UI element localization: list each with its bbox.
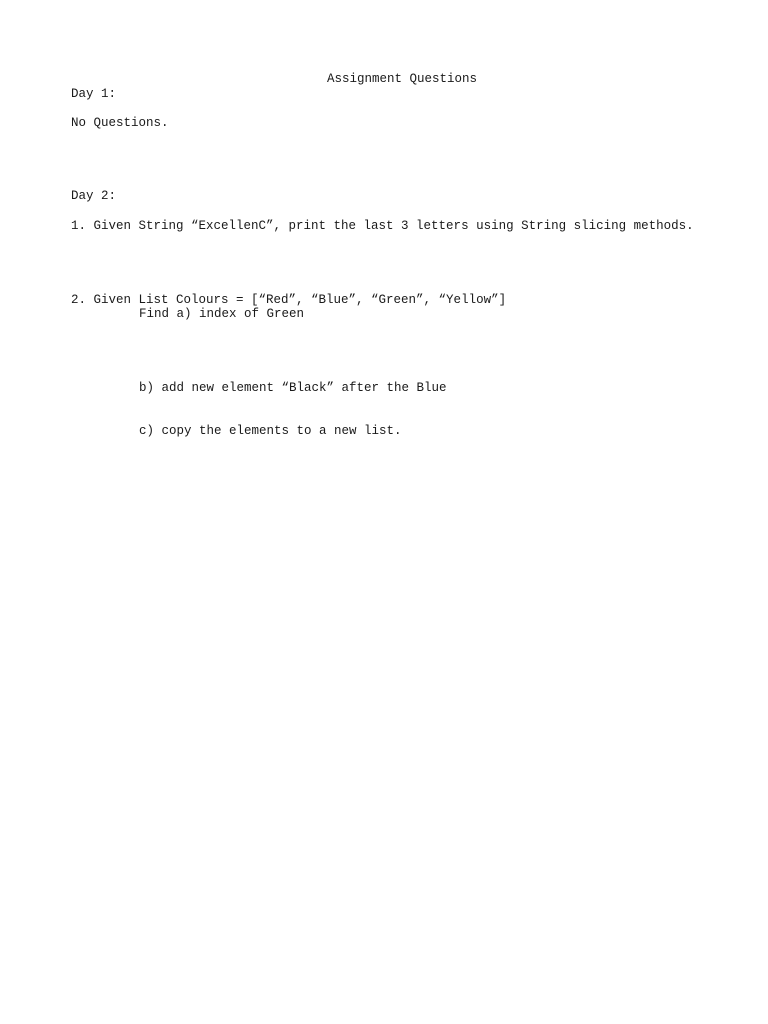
question-2-part-c: c) copy the elements to a new list. (139, 424, 402, 438)
question-1: 1. Given String “ExcellenC”, print the last 3 letters using String slicing methods. (71, 219, 694, 233)
day1-text: No Questions. (71, 116, 169, 130)
question-2-stem: 2. Given List Colours = [“Red”, “Blue”, “Green”, “Yellow”] (71, 293, 507, 307)
question-2-part-b: b) add new element “Black” after the Blue (139, 381, 447, 395)
document-title: Assignment Questions (327, 72, 478, 86)
question-2-part-a: Find a) index of Green (139, 307, 305, 321)
day1-heading: Day 1: (71, 87, 117, 101)
day2-heading: Day 2: (71, 189, 117, 203)
